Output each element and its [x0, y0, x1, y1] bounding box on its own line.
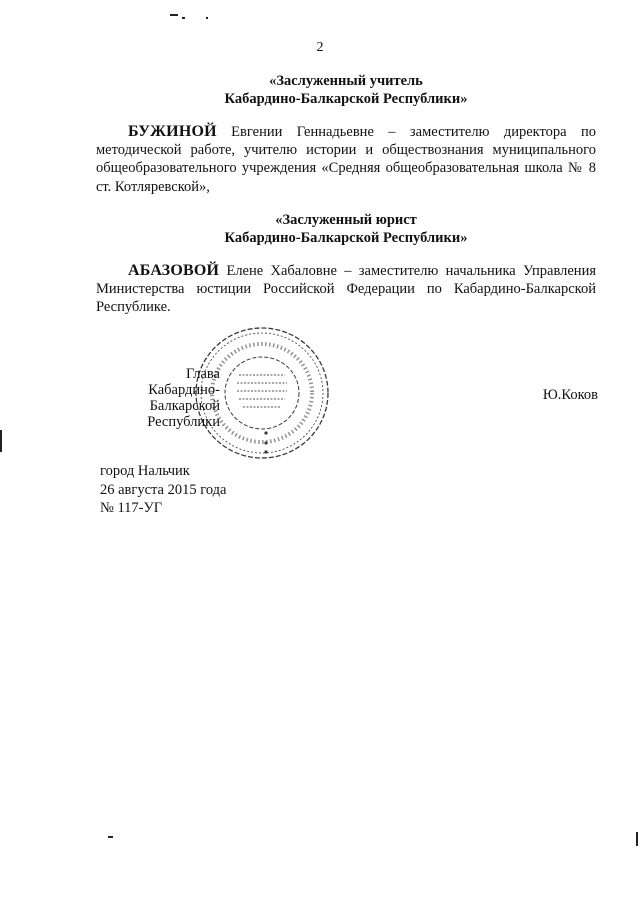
footer-date: 26 августа 2015 года [100, 481, 227, 498]
award-title [96, 72, 596, 108]
document-footer [100, 462, 226, 518]
page-number: 2 [316, 40, 324, 55]
scan-speck [170, 14, 178, 16]
scan-speck [206, 17, 208, 19]
scan-edge-mark [636, 832, 638, 846]
recipient-details: Елене Хабаловне – заместителю начальника Управления Министерства юстиции Российской Федерации по Кабардино-Балкарской Республике. [96, 263, 596, 316]
signatory-title-line: Кабардино-Балкарской [148, 382, 220, 414]
scan-speck [182, 17, 185, 19]
scan-speck [108, 836, 113, 838]
scan-edge-mark [0, 430, 2, 452]
award-title-line: «Заслуженный юрист [275, 212, 417, 228]
recipient-surname: БУЖИНОЙ [128, 123, 217, 140]
recipient-surname: АБАЗОВОЙ [128, 262, 220, 279]
signatory-title-line: Глава [185, 366, 220, 382]
footer-city: город Нальчик [100, 463, 190, 479]
signatory-title [100, 366, 220, 430]
award-recipient-paragraph [96, 123, 596, 196]
award-title-line: Кабардино-Балкарской Республики» [224, 91, 468, 107]
signatory-title-line: Республики [147, 414, 220, 430]
award-recipient-paragraph [96, 262, 596, 317]
award-title [96, 211, 596, 247]
signatory-name: Ю.Коков [542, 387, 598, 403]
award-title-line: Кабардино-Балкарской Республики» [224, 230, 468, 246]
award-title-line: «Заслуженный учитель [269, 73, 423, 89]
recipient-details: Евгении Геннадьевне – заместителю директора по методической работе, учителю истории и обществознания муниципального общеобразовательного учреждения «Средняя общеобразовательная школа № 8 ст. Котляревской», [96, 124, 597, 195]
footer-number: № 117-УГ [100, 500, 163, 516]
